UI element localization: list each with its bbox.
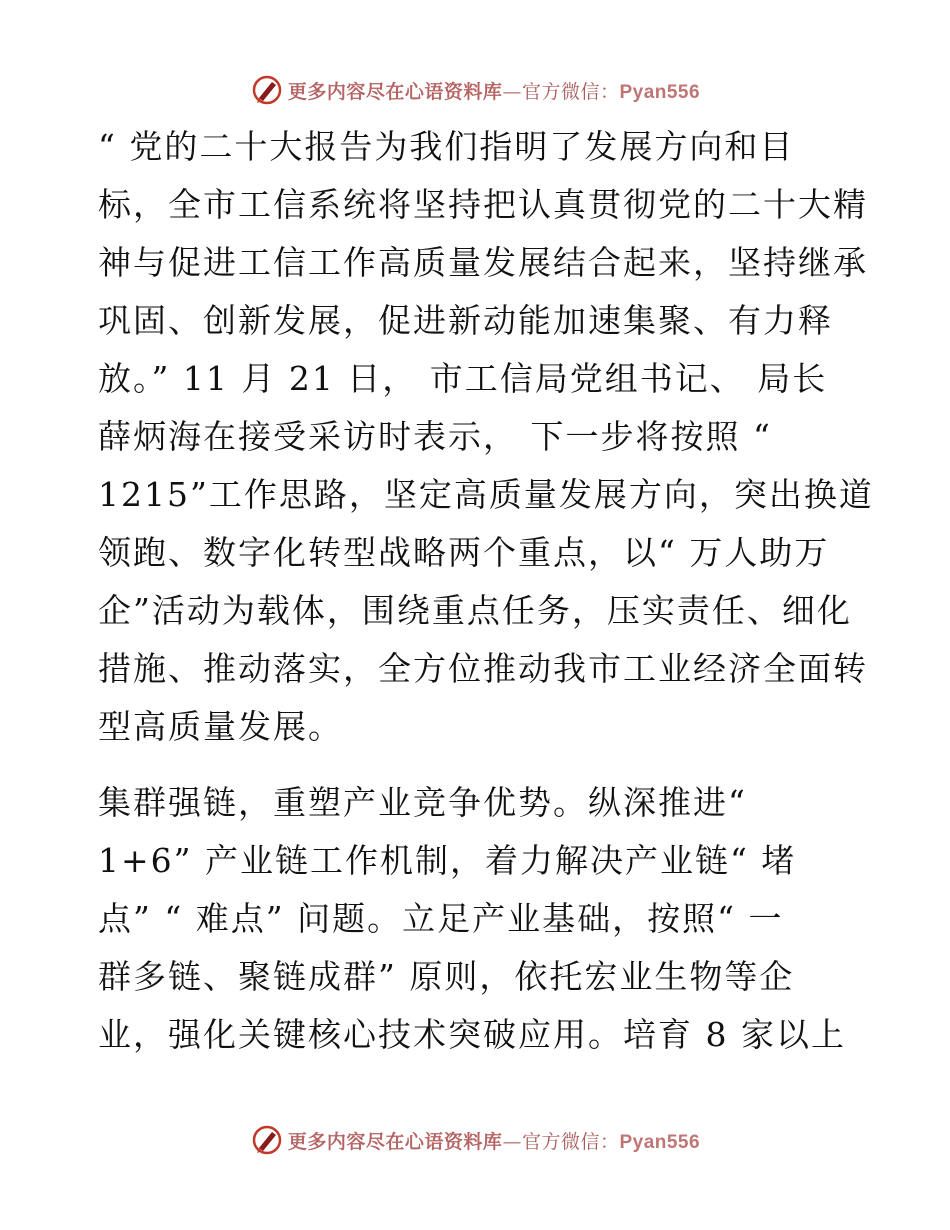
footer-banner-text	[288, 1127, 700, 1154]
footer-banner-main: 更多内容尽在心语资料库	[287, 1130, 503, 1153]
text-line: “ 党的二十大报告为我们指明了发展方向和目	[98, 127, 795, 166]
text-line: 放。” 11 月 21 日， 市工信局党组书记、 局长	[98, 359, 828, 398]
text-line: 领跑、数字化转型战略两个重点，以“ 万人助万	[98, 533, 830, 572]
paragraph-1	[98, 118, 874, 756]
pen-logo-icon	[250, 73, 284, 107]
header-banner-account-id: Pyan556	[619, 81, 701, 103]
text-line: 群多链、聚链成群” 原则，依托宏业生物等企	[98, 957, 795, 996]
text-line: 标，全市工信系统将坚持把认真贯彻党的二十大精	[98, 185, 868, 224]
paragraph-gap	[98, 756, 858, 774]
header-banner-separator: —	[502, 80, 522, 103]
header-banner-text	[288, 77, 700, 104]
header-banner	[0, 70, 950, 110]
text-line: 1+6” 产业链工作机制，着力解决产业链“ 堵	[98, 841, 797, 880]
text-line: 1215”工作思路，坚定高质量发展方向，突出换道	[98, 475, 874, 514]
text-line: 企”活动为载体，围绕重点任务，压实责任、细化	[98, 591, 852, 630]
header-banner-account-label: 官方微信：	[521, 80, 620, 103]
text-line: 薛炳海在接受采访时表示， 下一步将按照 “	[98, 417, 772, 456]
paragraph-2	[98, 774, 858, 1064]
header-banner-main: 更多内容尽在心语资料库	[287, 80, 503, 103]
text-line: 神与促进工信工作高质量发展结合起来，坚持继承	[98, 243, 868, 282]
text-line: 业，强化关键核心技术突破应用。培育 8 家以上	[98, 1015, 846, 1054]
footer-banner	[0, 1120, 950, 1160]
footer-banner-separator: —	[502, 1130, 522, 1153]
text-line: 巩固、创新发展，促进新动能加速集聚、有力释	[98, 301, 833, 340]
pen-logo-icon	[250, 1123, 284, 1157]
footer-banner-account-id: Pyan556	[619, 1131, 701, 1153]
text-line: 集群强链，重塑产业竞争优势。纵深推进“	[98, 783, 747, 822]
footer-banner-account-label: 官方微信：	[521, 1130, 620, 1153]
text-line: 措施、推动落实，全方位推动我市工业经济全面转	[98, 649, 868, 688]
text-line: 型高质量发展。	[98, 707, 343, 746]
text-line: 点” “ 难点” 问题。立足产业基础，按照“ 一	[98, 899, 784, 938]
document-body	[98, 118, 874, 1064]
